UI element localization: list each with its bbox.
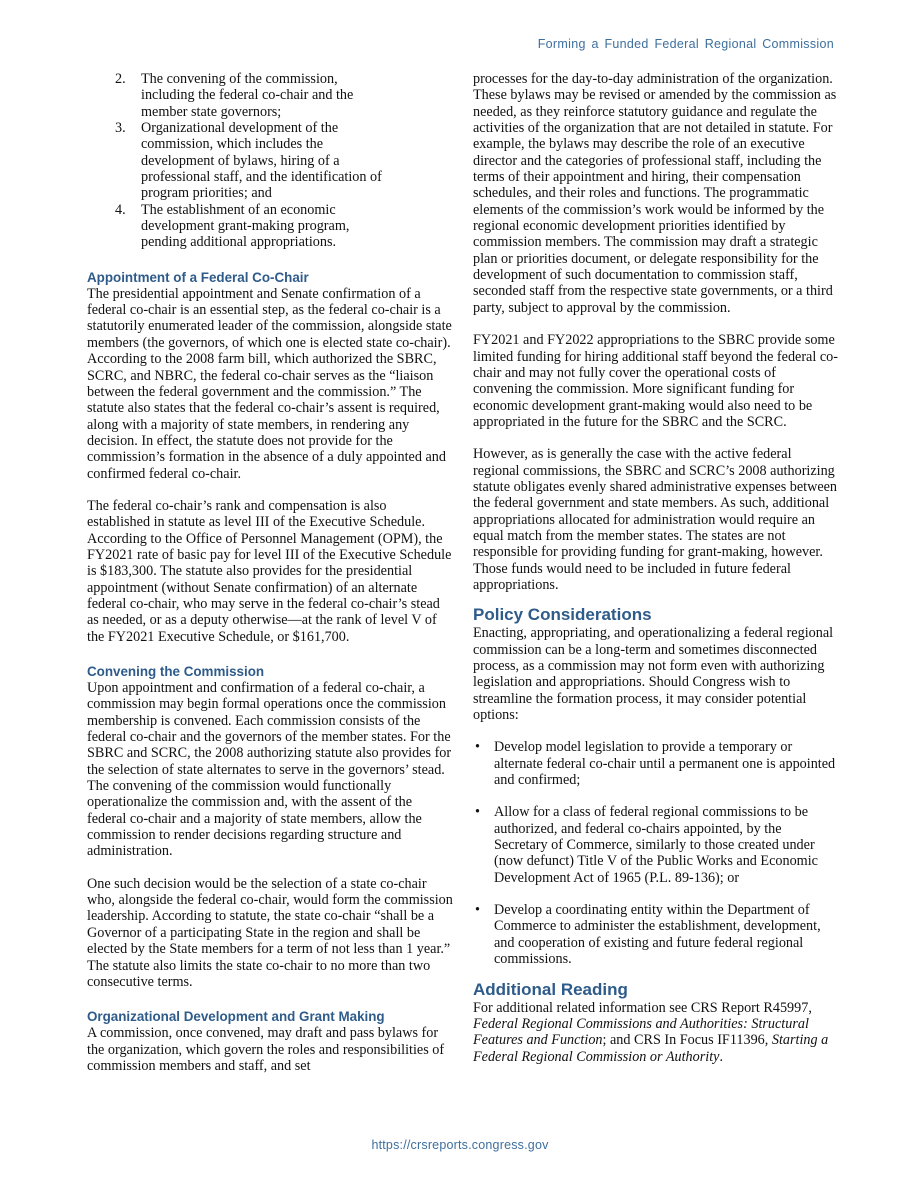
bullet-icon: •	[475, 902, 480, 919]
list-item	[87, 71, 453, 120]
list-text: Organizational development of the commission, which includes the development of bylaws, hiring of a professional staff, and the identification of program priorities; and	[141, 120, 382, 202]
paragraph: Upon appointment and confirmation of a federal co-chair, a commission may begin formal operations once the commission membership is convened. Each commission consists of the federal co-chair and the governors of the member states. For the SBRC and SCRC, the 2008 authorizing statute also provides for the selection of state alternates to serve in the governors’ stead. The convening of the commission would functionally operationalize the commission and, with the assent of the federal co-chair and a majority of state members, allow the commission to render decisions regarding structure and administration.	[87, 680, 452, 860]
paragraph: Enacting, appropriating, and operationalizing a federal regional commission can be a long-term and sometimes disconnected process, as a commission may not form even with authorizing legislation and appropriations. Should Congress wish to streamline the formation process, it may consider potential options:	[473, 625, 834, 724]
heading-org-development: Organizational Development and Grant Making	[87, 1009, 385, 1025]
list-item	[87, 202, 453, 251]
paragraph: One such decision would be the selection of a state co-chair who, alongside the federal co-chair, would form the commission leadership. According to statute, the state co-chair “shall be a Governor of a participating State in the region and shall be elected by the State members for a term of not less than 1 year.” The statute also limits the state co-chair to no more than two consecutive terms.	[87, 875, 453, 990]
reading-text: ; and CRS In Focus IF11396,	[602, 1032, 772, 1049]
right-column	[473, 71, 838, 1065]
left-column	[87, 71, 453, 1074]
bullet-icon: •	[475, 804, 480, 821]
list-text: The convening of the commission, including the federal co-chair and the member state governors;	[141, 71, 354, 120]
heading-convening: Convening the Commission	[87, 664, 265, 679]
report-title-link[interactable]: Federal Regional Commissions and Authorities: Structural Features and Function	[473, 1015, 809, 1049]
reading-text: .	[719, 1048, 723, 1065]
paragraph: processes for the day-to-day administration of the organization. These bylaws may be revised or amended by the commission as needed, as they reinforce statutory guidance and regulate the activities of the organization that are not detailed in statute. For example, the bylaws may describe the role of an executive director and the categories of professional staff, including the terms of their appointment and hiring, their compensation schedules, and their roles and functions. The programmatic elements of the commission’s work would be informed by the regional economic development priorities identified by commission members. The commission may draft a strategic plan or priorities document, or delegate responsibility for the development of such documentation to commission staff, seconded staff from the respective state governments, or a third party, subject to approval by the commission.	[473, 71, 837, 316]
numbered-list	[87, 71, 453, 251]
paragraph: However, as is generally the case with the active federal regional commissions, the SBRC and SCRC’s 2008 authorizing statute obligates evenly shared administrative expenses between the federal government and state members. As such, additional appropriations allocated for administration would require an equal match from the member states. The states are not responsible for providing funding for grant-making, however. Those funds would need to be included in future federal appropriations.	[473, 446, 838, 593]
reading-text: For additional related information see CRS Report R45997,	[473, 999, 812, 1016]
bullet-text: Develop model legislation to provide a temporary or alternate federal co-chair until a permanent one is appointed and confirmed;	[494, 739, 836, 789]
list-item	[473, 902, 838, 967]
bullet-icon: •	[475, 739, 480, 756]
report-title-link[interactable]: Starting a Federal Regional Commission or Authority	[473, 1032, 829, 1065]
bullet-text: Develop a coordinating entity within the Department of Commerce to administer the establishment, development, and cooperation of existing and future federal regional commissions.	[494, 902, 821, 968]
footer-url-link[interactable]: https://crsreports.congress.gov	[371, 1138, 549, 1152]
running-header: Forming a Funded Federal Regional Commission	[537, 37, 834, 51]
heading-policy: Policy Considerations	[473, 605, 652, 625]
heading-appointment: Appointment of a Federal Co-Chair	[87, 269, 309, 285]
bullet-text: Allow for a class of federal regional commissions to be authorized, and federal co-chairs appointed, by the Secretary of Commerce, similarly to those created under (now defunct) Title V of the Public Works and Economic Development Act of 1965 (P.L. 89-136); or	[494, 804, 818, 886]
paragraph: A commission, once convened, may draft and pass bylaws for the organization, which govern the roles and responsibilities of commission members and staff, and set	[87, 1025, 445, 1074]
list-item	[473, 804, 838, 886]
paragraph: The federal co-chair’s rank and compensation is also established in statute as level III of the Executive Schedule. According to the Office of Personnel Management (OPM), the FY2021 rate of basic pay for level III of the Executive Schedule is $183,300. The statute also provides for the presidential appointment (without Senate confirmation) of an alternate federal co-chair, who may serve in the federal co-chair’s stead as needed, or as a deputy otherwise—at the rank of level V of the FY2021 Executive Schedule, or $161,700.	[87, 497, 452, 645]
list-number: 2.	[115, 71, 126, 87]
heading-additional-reading: Additional Reading	[473, 979, 628, 999]
reading-paragraph	[473, 1000, 838, 1065]
paragraph: The presidential appointment and Senate confirmation of a federal co-chair is an essential step, as the federal co-chair is a statutorily enumerated leader of the commission, alongside state members (the governors, of which one is elected state co-chair). According to the 2008 farm bill, which authorized the SBRC, SCRC, and NBRC, the federal co-chair serves as the “liaison between the federal government and the commission.” The statute also states that the federal co-chair’s assent is required, along with a majority of state members, in rendering any decision. In effect, the statute does not provide for the commission’s formation in the absence of a duly appointed and confirmed federal co-chair.	[87, 285, 452, 482]
list-number: 4.	[115, 201, 126, 218]
list-number: 3.	[115, 120, 126, 137]
paragraph: FY2021 and FY2022 appropriations to the SBRC provide some limited funding for hiring additional staff beyond the federal co-chair and may not fully cover the operational costs of convening the commission. More significant funding for economic development grant-making would also need to be appropriated in the future for the SBRC and the SCRC.	[473, 332, 838, 430]
list-item	[473, 739, 838, 788]
list-item	[87, 120, 453, 202]
list-text: The establishment of an economic development grant-making program, pending additional appropriations.	[141, 201, 350, 251]
bullet-list	[473, 739, 838, 967]
